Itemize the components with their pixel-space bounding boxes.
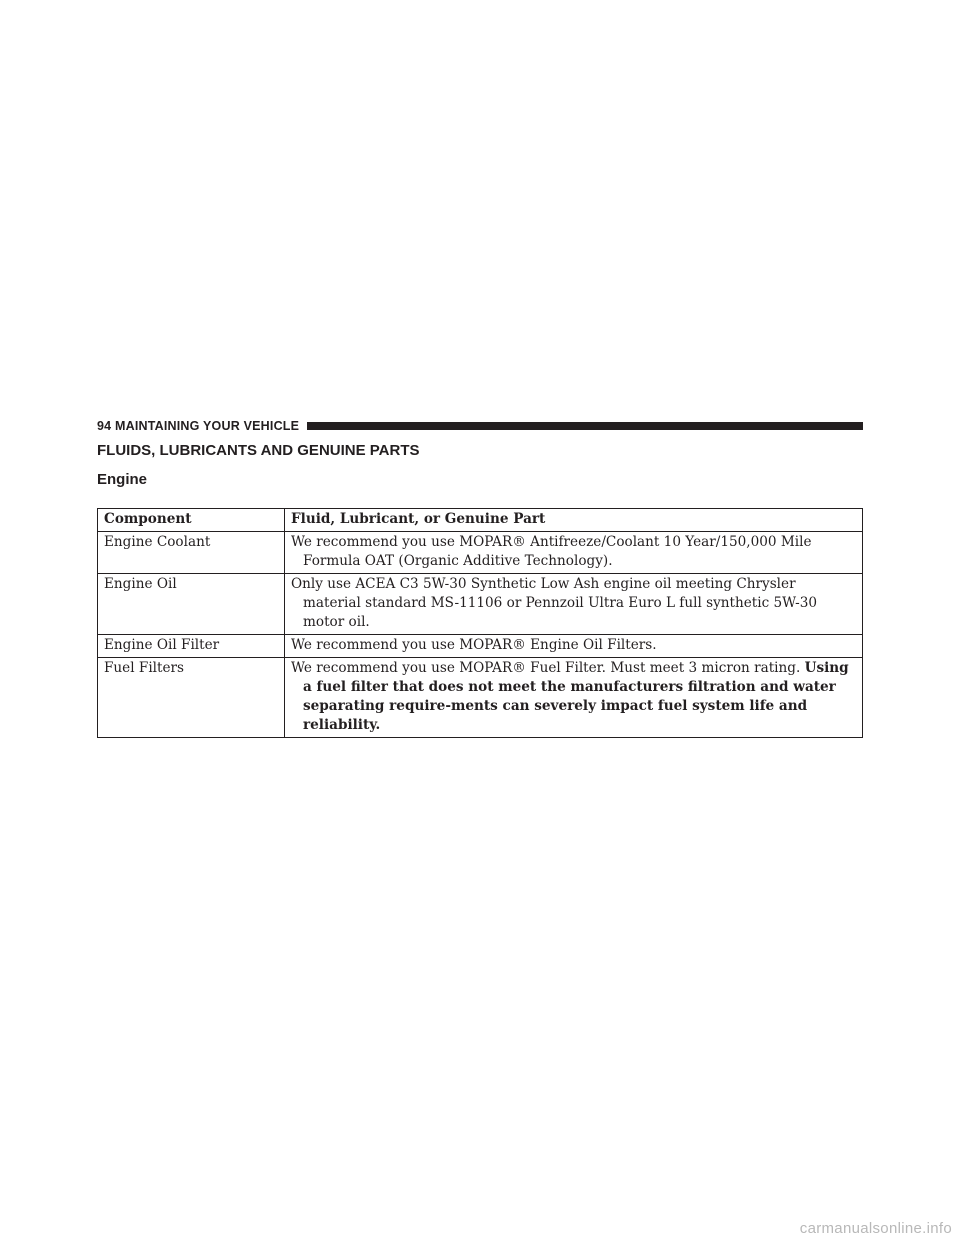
column-header-component: Component <box>98 509 285 532</box>
component-cell: Engine Coolant <box>98 532 285 574</box>
section-title: FLUIDS, LUBRICANTS AND GENUINE PARTS <box>97 442 420 459</box>
table-row <box>98 635 863 658</box>
table-row <box>98 658 863 738</box>
component-cell: Engine Oil Filter <box>98 635 285 658</box>
header-rule <box>307 422 863 430</box>
description-cell <box>285 658 863 738</box>
description-cell <box>285 574 863 635</box>
watermark: carmanualsonline.info <box>799 1220 952 1237</box>
description-text: We recommend you use MOPAR® Engine Oil Filters. <box>291 637 657 653</box>
description-text: We recommend you use MOPAR® Fuel Filter. Must meet 3 micron rating. <box>291 660 805 676</box>
page-header-title: 94 MAINTAINING YOUR VEHICLE <box>97 419 300 433</box>
description-cell <box>285 532 863 574</box>
component-cell: Fuel Filters <box>98 658 285 738</box>
table-row <box>98 574 863 635</box>
description-cell <box>285 635 863 658</box>
column-header-part: Fluid, Lubricant, or Genuine Part <box>285 509 863 532</box>
description-text: Only use ACEA C3 5W-30 Synthetic Low Ash engine oil meeting Chrysler material standard MS-11106 or Pennzoil Ultra Euro L full synthetic 5W-30 motor oil. <box>291 576 818 630</box>
description-text: We recommend you use MOPAR® Antifreeze/Coolant 10 Year/150,000 Mile Formula OAT (Organic Additive Technology). <box>291 534 812 569</box>
page-header <box>97 418 863 434</box>
table-row <box>98 532 863 574</box>
component-cell: Engine Oil <box>98 574 285 635</box>
parts-table <box>97 508 863 738</box>
description-bold-text: Using a fuel filter that does not meet the manufacturers filtration and water separating require-ments can severely impact fuel system life and reliability. <box>303 660 849 733</box>
sub-title: Engine <box>97 471 148 488</box>
table-header-row <box>98 509 863 532</box>
